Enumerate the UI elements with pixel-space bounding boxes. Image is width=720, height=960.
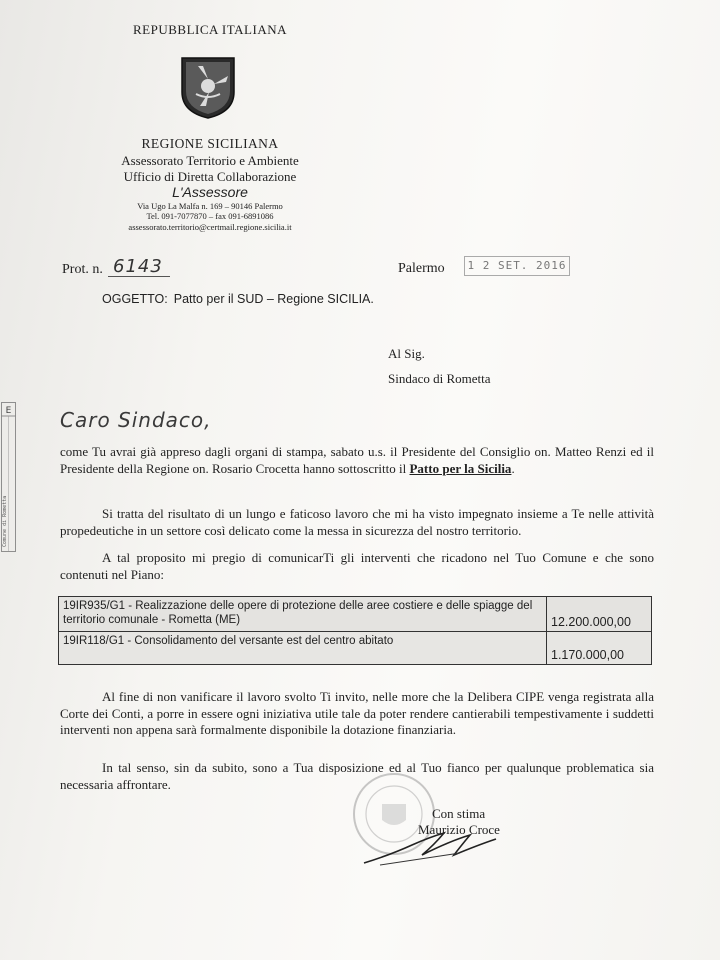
addressee-title: Sindaco di Rometta [388,371,491,386]
department-name: Assessorato Territorio e Ambiente [121,153,299,168]
body-paragraph-2: Si tratta del risultato di un lungo e faticoso lavoro che mi ha visto impegnato insieme a Te nelle attività propedeutiche in un settore così delicato come la messa in sicurezza del nostro territorio. [60,506,654,538]
table-row [59,597,652,632]
margin-stamp-text: Comune di Rometta [2,495,8,547]
margin-protocol-stamp [1,402,16,552]
region-emblem-icon [176,54,240,120]
republic-heading: REPUBBLICA ITALIANA [133,22,287,37]
body-paragraph-1 [60,444,654,477]
date-stamp: 1 2 SET. 2016 [464,256,570,276]
body-paragraph-3: A tal proposito mi pregio di comunicarTi gli interventi che ricadono nel Tuo Comune e che sono contenuti nel Piano: [60,550,654,582]
p1-text: come Tu avrai già appreso dagli organi di stampa, sabato u.s. il Presidente del Consiglio on. Matteo Renzi ed il Presidente della Regione on. Rosario Crocetta hanno sottoscritto il [60,444,654,476]
subject-label: OGGETTO: [102,292,168,306]
body-paragraph-4: Al fine di non vanificare il lavoro svolto Ti invito, nelle more che la Delibera CIPE venga registrata alla Corte dei Conti, a porre in essere ogni iniziativa utile tale da poter rendere cantierabili tempestivamente i suddetti interventi non appena sarà formalmente disponibile la dotazione finanziaria. [60,689,654,737]
place-name: Palermo [398,261,445,276]
body-paragraph-5: In tal senso, sin da subito, sono a Tua disposizione ed al Tuo fianco per qualunque problematica sia necessaria affrontare. [60,760,654,792]
protocol-underline [108,276,170,277]
intervention-description: 19IR118/G1 - Consolidamento del versante est del centro abitato [59,632,547,665]
signer-name: Maurizio Croce [418,822,500,837]
handwritten-signature [360,815,500,871]
office-phone-fax: Tel. 091-7077870 – fax 091-6891086 [146,211,274,221]
role-title: L'Assessore [172,184,248,200]
handwritten-greeting: Caro Sindaco, [60,408,212,432]
p1-end: . [511,460,515,476]
intervention-description: 19IR935/G1 - Realizzazione delle opere di protezione delle aree costiere e delle spiagge del territorio comunale - Rometta (ME) [59,597,547,632]
addressee-salutation: Al Sig. [388,346,425,361]
office-email: assessorato.territorio@certmail.regione.sicilia.it [128,222,292,232]
table-row [59,632,652,665]
office-address: Via Ugo La Malfa n. 169 – 90146 Palermo [137,201,283,211]
closing-regards: Con stima [432,806,486,821]
interventions-table [58,596,652,665]
subject-text: Patto per il SUD – Regione SICILIA. [173,292,374,306]
office-name: Ufficio di Diretta Collaborazione [123,169,297,184]
subject-line [102,292,374,306]
region-name: REGIONE SICILIANA [141,136,279,151]
patto-highlight: Patto per la Sicilia [409,460,512,476]
protocol-label: Prot. n. [62,262,103,277]
margin-stamp-letter: E [5,406,12,416]
intervention-amount: 12.200.000,00 [547,597,652,632]
intervention-amount: 1.170.000,00 [547,632,652,665]
protocol-number: 6143 [113,256,163,277]
